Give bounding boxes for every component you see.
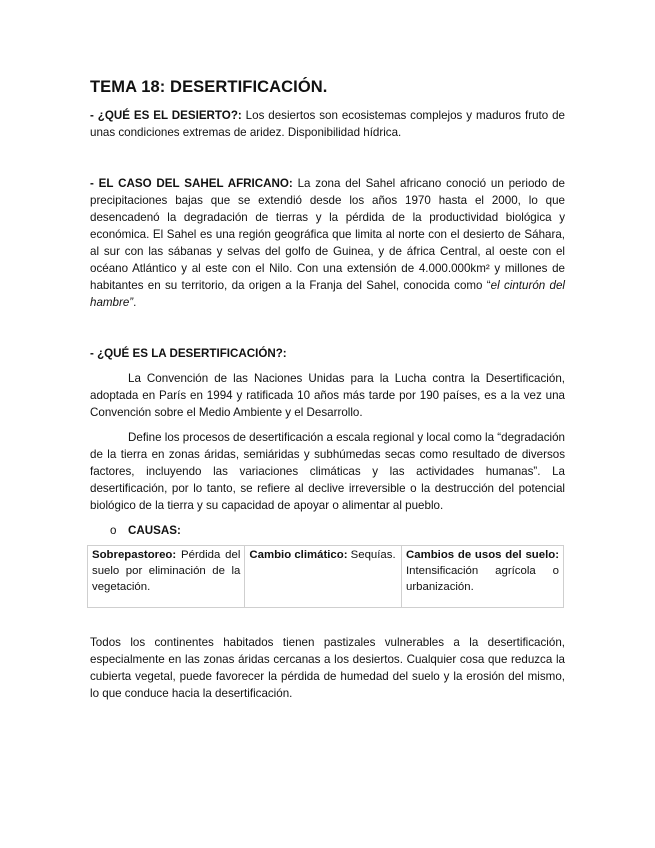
desertificacion-paragraph-2: Define los procesos de desertificación a escala regional y local como la “degradación de la tierra en zonas áridas, semiáridas y subhúmedas secas como resultado de diversos factores, incluyendo las variaciones climáticas y las actividades humanas”. La desertificación, por lo tanto, se refiere al declive irreversible o la destrucción del potencial biológico de la tierra y su capacidad de apoyar o alimentar al pueblo. — [90, 431, 565, 512]
causas-table — [87, 545, 564, 608]
section-desierto-label: - ¿QUÉ ES EL DESIERTO?: — [90, 109, 242, 122]
table-cell-usos-suelo — [402, 546, 564, 608]
section-desierto — [90, 107, 565, 141]
cell-text: Sequías. — [347, 549, 396, 561]
section-sahel-end: . — [133, 296, 137, 309]
cell-label: Cambio climático: — [249, 549, 348, 561]
document-body — [90, 78, 565, 702]
section-desertificacion-heading: - ¿QUÉ ES LA DESERTIFICACIÓN?: — [90, 347, 287, 360]
section-sahel — [90, 175, 565, 311]
section-desierto-text: Los desiertos son ecosistemas complejos y maduros fruto de unas condiciones extremas de aridez. Disponibilidad hídrica. — [90, 109, 565, 139]
cell-label: Sobrepastoreo: — [92, 549, 177, 561]
cell-label: Cambios de usos del suelo: — [406, 549, 559, 561]
causas-label: CAUSAS: — [128, 524, 181, 537]
causas-heading — [90, 522, 565, 539]
section-sahel-italic: el cinturón del hambre” — [90, 279, 565, 309]
table-cell-cambio-climatico — [245, 546, 402, 608]
desertificacion-paragraph-1: La Convención de las Naciones Unidas para la Lucha contra la Desertificación, adoptada en París en 1994 y ratificada 10 años más tarde por 190 países, es a la vez una Convención sobre el Medio Ambiente y el Desarrollo. — [90, 372, 565, 419]
cell-text: Intensificación agrícola o urbanización. — [406, 565, 559, 593]
section-sahel-label: - EL CASO DEL SAHEL AFRICANO: — [90, 177, 293, 190]
table-cell-sobrepastoreo — [88, 546, 245, 608]
section-sahel-text: La zona del Sahel africano conoció un periodo de precipitaciones bajas que se extendió desde los años 1970 hasta el 2000, lo que desencadenó la degradación de tierras y la pérdida de la productividad biológica y económica. El Sahel es una región geográfica que limita al norte con el desierto de Sáhara, al sur con las sábanas y selvas del golfo de Guinea, y de áfrica Central, al oeste con el océano Atlántico y al este con el Nilo. Con una extensión de 4.000.000km² y millones de habitantes en su territorio, da origen a la Franja del Sahel, conocida como “ — [90, 177, 566, 292]
bullet-icon: o — [110, 524, 117, 537]
cell-text: Pérdida del suelo por eliminación de la vegetación. — [92, 549, 241, 593]
table-row — [88, 546, 564, 608]
conclusion-paragraph: Todos los continentes habitados tienen pastizales vulnerables a la desertificación, especialmente en las zonas áridas cercanas a los desiertos. Cualquier cosa que reduzca la cubierta vegetal, puede favorecer la pérdida de humedad del suelo y la erosión del mismo, lo que conduce hacia la desertificación. — [90, 636, 565, 700]
page-title: TEMA 18: DESERTIFICACIÓN. — [90, 78, 328, 96]
